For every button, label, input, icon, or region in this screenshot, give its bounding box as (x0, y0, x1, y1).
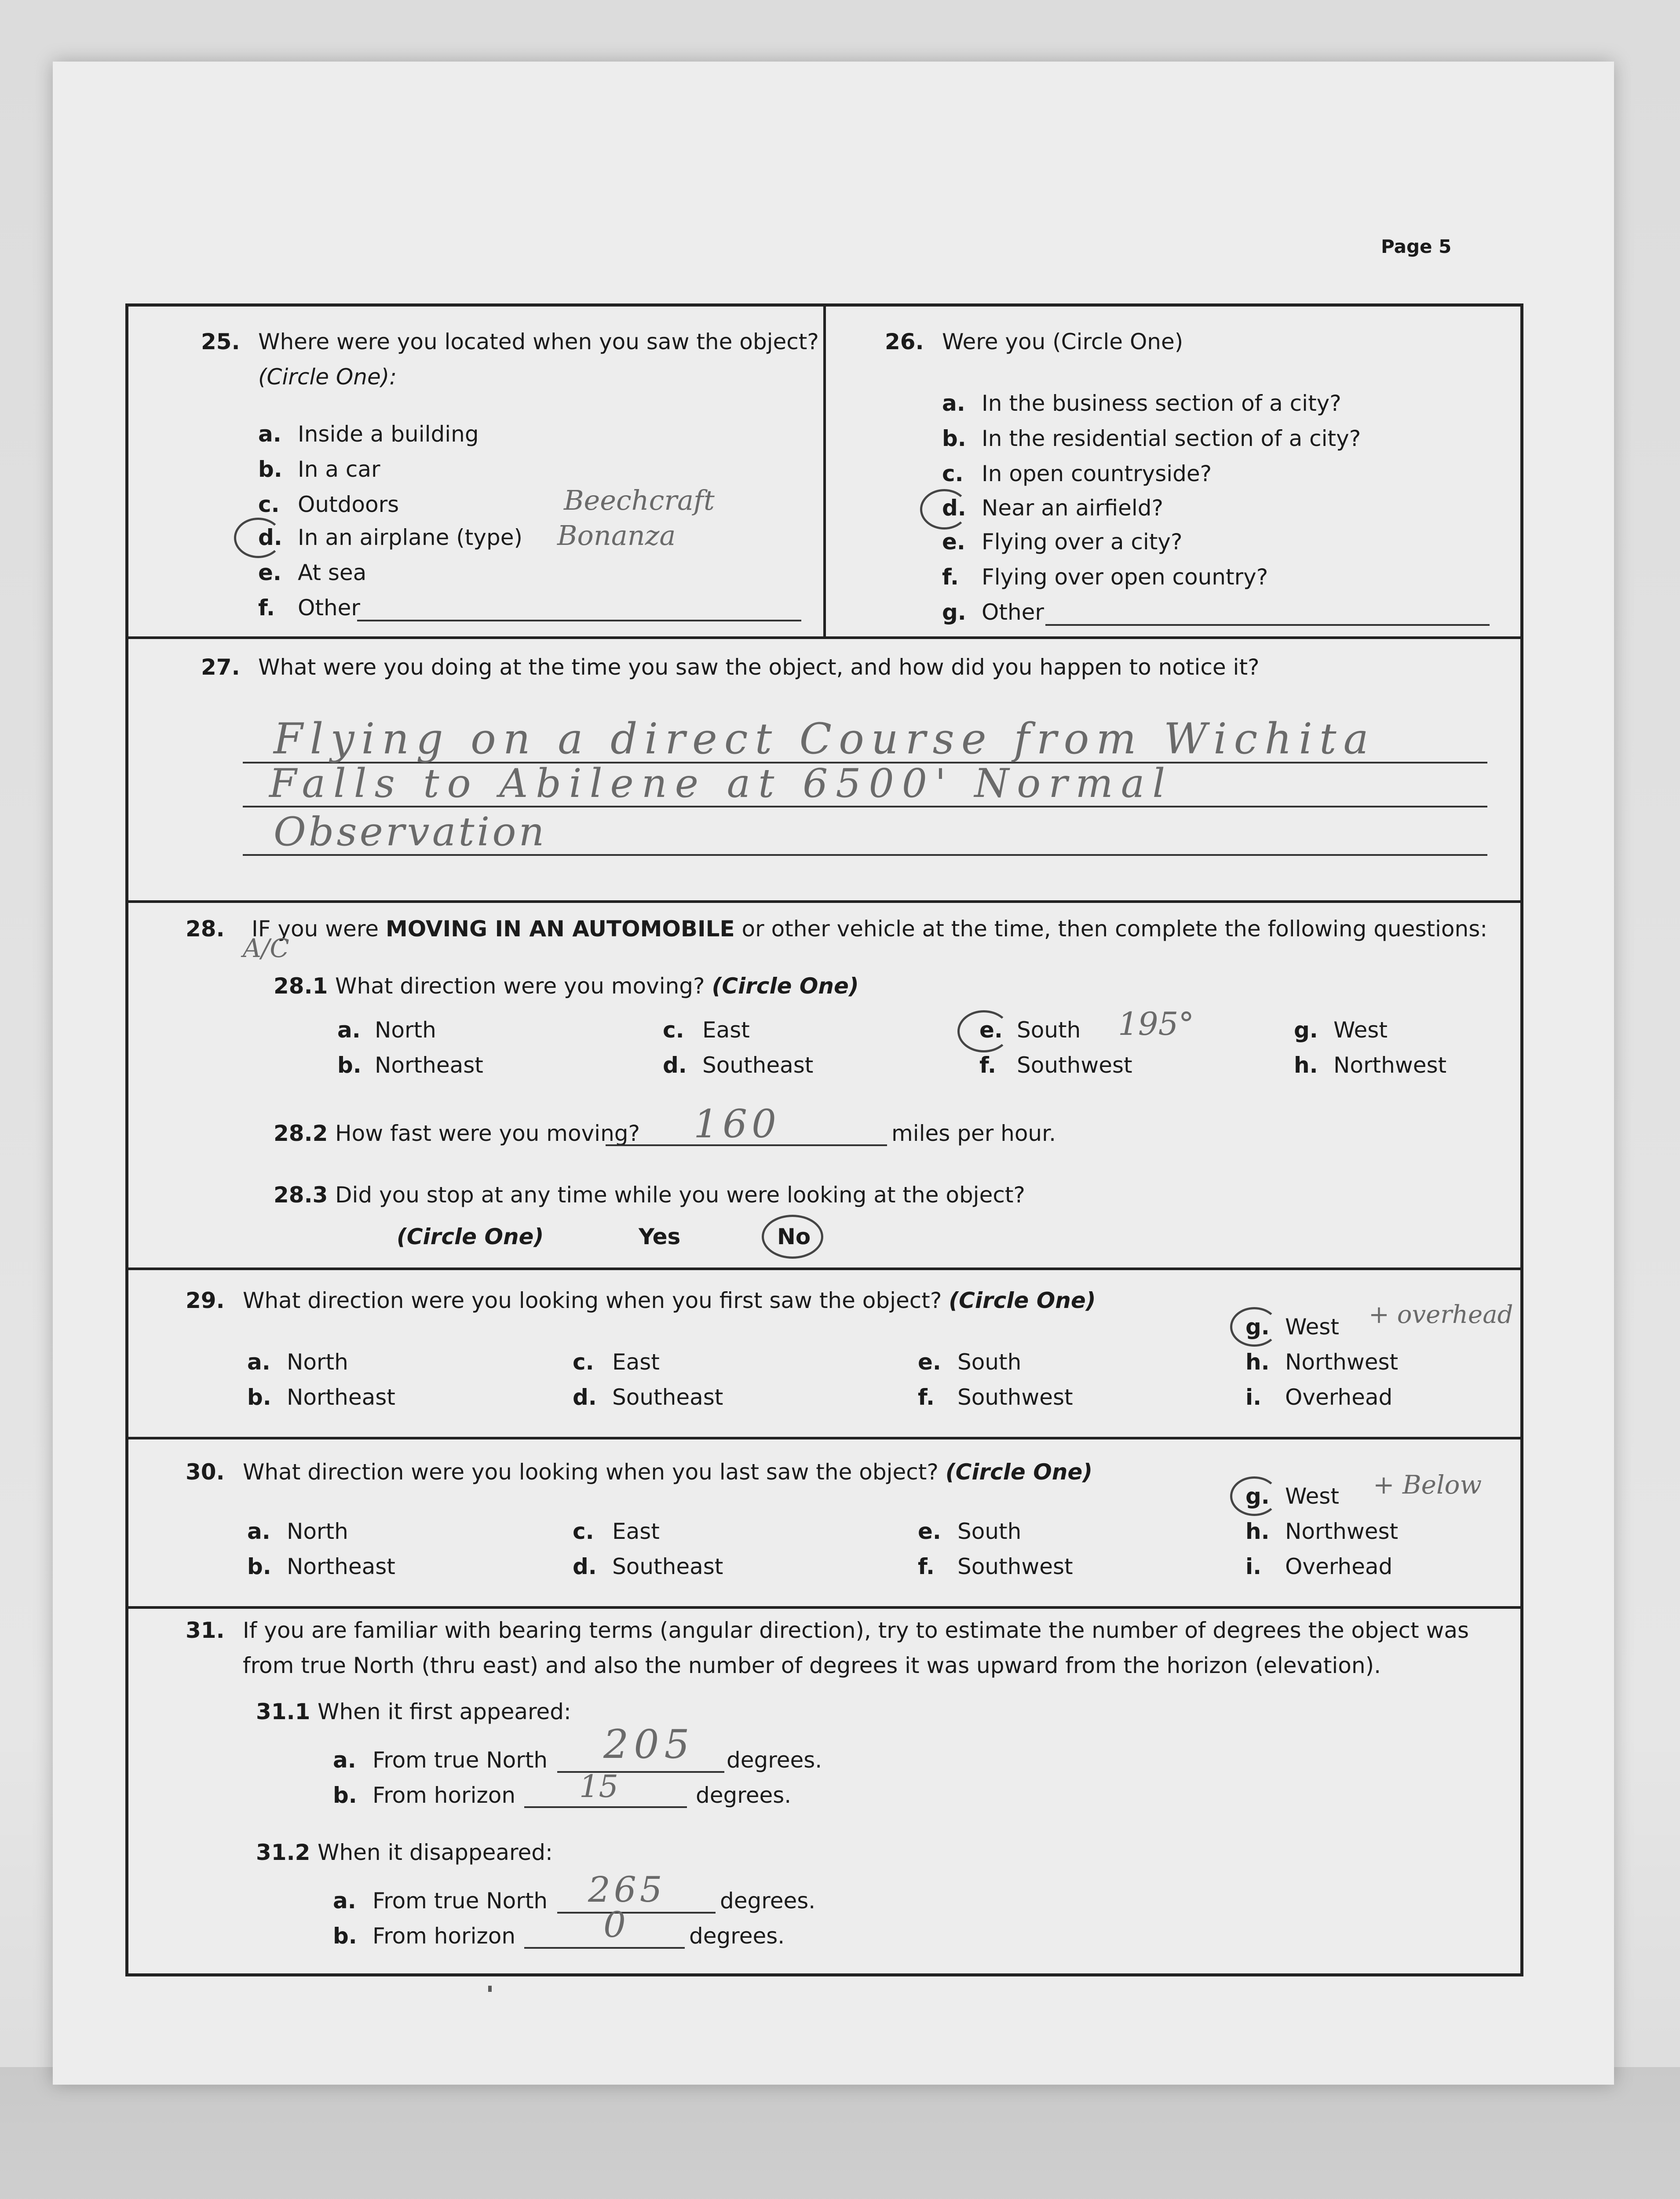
q29-a-letter: a. (247, 1349, 270, 1375)
q30-g: West (1285, 1483, 1339, 1509)
q31-number: 31. (186, 1618, 225, 1643)
divider-31 (128, 1606, 1520, 1609)
q29-d: Southeast (612, 1384, 723, 1410)
q29-h-letter: h. (1245, 1349, 1270, 1375)
q31-2-text: When it disappeared: (318, 1840, 553, 1865)
q30-c-letter: c. (573, 1519, 594, 1544)
q28-question-post: or other vehicle at the time, then complete the following questions: (741, 916, 1488, 942)
q27-handwritten-answer-2: Falls to Abilene at 6500' Normal (269, 760, 1173, 807)
q31-2-horizon-degrees: degrees. (689, 1923, 785, 1949)
q28-dir-g-letter: g. (1294, 1017, 1318, 1043)
q26-option-a: In the business section of a city? (982, 391, 1341, 416)
q26-question: Were you (Circle One) (942, 329, 1183, 354)
q26-other-blank (1045, 624, 1490, 626)
q27-handwritten-answer-3: Observation (274, 809, 547, 855)
q29-c: East (612, 1349, 660, 1375)
q29-e: South (957, 1349, 1022, 1375)
q31-1-horizon-degrees: degrees. (696, 1783, 792, 1808)
q31-1-horizon-answer: 15 (579, 1768, 619, 1804)
q31-2-north-label: From true North (373, 1888, 548, 1914)
q25-instruction: (Circle One): (258, 364, 397, 390)
q31-2-north-answer: 265 (588, 1869, 666, 1910)
q30-g-letter: g. (1245, 1483, 1270, 1509)
q25-option-d: In an airplane (type) (298, 525, 522, 550)
q30-e: South (957, 1519, 1022, 1544)
q30-c: East (612, 1519, 660, 1544)
q28-dir-a: North (375, 1017, 436, 1043)
q29-number: 29. (186, 1288, 225, 1313)
q26-option-d: Near an airfield? (982, 495, 1163, 521)
q27-question: What were you doing at the time you saw the object, and how did you happen to notice it? (258, 654, 1260, 680)
q28-speed-answer: 160 (694, 1101, 781, 1147)
q30-instruction: (Circle One) (945, 1459, 1093, 1485)
q31-2-a-letter: a. (333, 1888, 356, 1914)
q31-1-horizon-blank (524, 1806, 687, 1808)
q25-other-blank (357, 620, 801, 621)
q28-1-number: 28.1 (274, 973, 328, 999)
q30-handwritten: + Below (1373, 1470, 1482, 1500)
q25-option-a: Inside a building (298, 421, 479, 447)
q28-dir-e: South (1017, 1017, 1081, 1043)
q31-2-north-blank (557, 1912, 716, 1914)
scan-speck (488, 1986, 492, 1992)
q25-option-f: Other (298, 595, 360, 621)
q28-dir-f: Southwest (1017, 1052, 1132, 1078)
scan-lower-area (0, 2067, 1680, 2199)
q30-i: Overhead (1285, 1554, 1393, 1579)
q28-question-pre: IF you were (252, 916, 379, 942)
q28-dir-g: West (1333, 1017, 1388, 1043)
q27-number: 27. (201, 654, 240, 680)
q28-dir-e-letter: e. (979, 1017, 1003, 1043)
q31-1-a-letter: a. (333, 1747, 356, 1773)
q25-option-e-letter: e. (258, 560, 281, 585)
q30-h: Northwest (1285, 1519, 1399, 1544)
q29-e-letter: e. (918, 1349, 941, 1375)
q28-heading-handwritten: 195° (1118, 1005, 1194, 1042)
q29-b: Northeast (287, 1384, 395, 1410)
q30-f-letter: f. (918, 1554, 935, 1579)
q31-question-line-1: If you are familiar with bearing terms (angular direction), try to estimate the number of degrees the object was (243, 1618, 1469, 1643)
q28-dir-d-letter: d. (663, 1052, 687, 1078)
q28-dir-b: Northeast (375, 1052, 483, 1078)
q29-i: Overhead (1285, 1384, 1393, 1410)
q30-text: What direction were you looking when you last saw the object? (243, 1459, 939, 1485)
page-number: Page 5 (1381, 236, 1452, 257)
q31-2-b-letter: b. (333, 1923, 357, 1949)
q28-question (252, 918, 1487, 940)
q28-dir-c-letter: c. (663, 1017, 684, 1043)
q31-1-north-label: From true North (373, 1747, 548, 1773)
q25-option-d-letter: d. (258, 525, 282, 550)
q29-question (243, 1289, 1096, 1311)
q30-b-letter: b. (247, 1554, 271, 1579)
q26-option-b: In the residential section of a city? (982, 426, 1361, 451)
q25-option-e: At sea (298, 560, 367, 585)
q29-g: West (1285, 1314, 1339, 1340)
q26-option-c-letter: c. (942, 461, 964, 486)
q25-option-c-letter: c. (258, 492, 280, 517)
q31-1-horizon-label: From horizon (373, 1783, 516, 1808)
q29-g-letter: g. (1245, 1314, 1270, 1340)
q25-number: 25. (201, 329, 240, 354)
q30-h-letter: h. (1245, 1519, 1270, 1544)
divider-28 (128, 900, 1520, 903)
q28-dir-d: Southeast (702, 1052, 814, 1078)
q26-option-d-letter: d. (942, 495, 966, 521)
q28-dir-h: Northwest (1333, 1052, 1447, 1078)
q28-handwritten-note: A/C (243, 933, 289, 963)
q28-2-number: 28.2 (274, 1121, 328, 1146)
q31-2-horizon-answer: 0 (603, 1904, 626, 1945)
q31-2-number: 31.2 (256, 1840, 310, 1865)
q26-option-g-letter: g. (942, 599, 966, 625)
q26-option-f-letter: f. (942, 564, 959, 590)
q26-option-e: Flying over a city? (982, 529, 1183, 555)
q29-f: Southwest (957, 1384, 1073, 1410)
q30-b: Northeast (287, 1554, 395, 1579)
q28-question-caps: MOVING IN AN AUTOMOBILE (385, 916, 735, 942)
q25-option-b: In a car (298, 457, 380, 482)
q30-f: Southwest (957, 1554, 1073, 1579)
q25-option-a-letter: a. (258, 421, 281, 447)
q27-handwritten-answer-1: Flying on a direct Course from Wichita (274, 714, 1376, 763)
q31-2-north-degrees: degrees. (720, 1888, 816, 1914)
q31-1-north-degrees: degrees. (727, 1747, 822, 1773)
divider-29 (128, 1268, 1520, 1270)
q28-1-text: What direction were you moving? (335, 973, 705, 999)
q29-h: Northwest (1285, 1349, 1399, 1375)
q29-b-letter: b. (247, 1384, 271, 1410)
q30-d-letter: d. (573, 1554, 597, 1579)
q28-3-no: No (777, 1224, 811, 1249)
q25-handwritten-type-2: Bonanza (557, 519, 676, 552)
q31-1-number: 31.1 (256, 1699, 310, 1724)
q31-2-horizon-blank (524, 1947, 685, 1949)
q28-1-question (335, 975, 859, 997)
q30-a-letter: a. (247, 1519, 270, 1544)
q25-option-b-letter: b. (258, 457, 282, 482)
q31-1-b-letter: b. (333, 1783, 357, 1808)
q28-3-question: Did you stop at any time while you were looking at the object? (335, 1182, 1025, 1208)
q28-dir-h-letter: h. (1294, 1052, 1318, 1078)
q26-option-c: In open countryside? (982, 461, 1212, 486)
q28-dir-f-letter: f. (979, 1052, 997, 1078)
q29-d-letter: d. (573, 1384, 597, 1410)
q25-question: Where were you located when you saw the object? (258, 329, 819, 354)
q31-question-line-2: from true North (thru east) and also the number of degrees it was upward from the horizon (elevation). (243, 1653, 1381, 1678)
q28-2-question: How fast were you moving? (335, 1121, 640, 1146)
q31-1-text: When it first appeared: (318, 1699, 571, 1724)
q25-handwritten-type-1: Beechcraft (564, 484, 715, 516)
q26-option-g: Other (982, 599, 1044, 625)
q28-3-yes: Yes (639, 1224, 681, 1249)
divider-25-26 (823, 307, 826, 636)
divider-27 (128, 636, 1520, 639)
q29-a: North (287, 1349, 348, 1375)
q28-3-number: 28.3 (274, 1182, 328, 1208)
q31-2-horizon-label: From horizon (373, 1923, 516, 1949)
q30-i-letter: i. (1245, 1554, 1262, 1579)
q31-1-north-answer: 205 (603, 1721, 695, 1768)
divider-30 (128, 1437, 1520, 1439)
q26-number: 26. (885, 329, 924, 354)
q25-option-f-letter: f. (258, 595, 275, 621)
q29-instruction: (Circle One) (949, 1288, 1096, 1313)
q28-3-instruction: (Circle One) (397, 1224, 544, 1249)
q29-i-letter: i. (1245, 1384, 1262, 1410)
q29-c-letter: c. (573, 1349, 594, 1375)
q29-f-letter: f. (918, 1384, 935, 1410)
q28-1-instruction: (Circle One) (712, 973, 859, 999)
q30-question (243, 1461, 1092, 1483)
q28-speed-unit: miles per hour. (891, 1121, 1056, 1146)
q28-number: 28. (186, 916, 225, 942)
q25-option-c: Outdoors (298, 492, 399, 517)
q26-option-b-letter: b. (942, 426, 966, 451)
q26-option-f: Flying over open country? (982, 564, 1268, 590)
q28-dir-c: East (702, 1017, 750, 1043)
q26-option-e-letter: e. (942, 529, 965, 555)
q29-handwritten: + overhead (1369, 1300, 1513, 1329)
q28-dir-b-letter: b. (337, 1052, 362, 1078)
q30-a: North (287, 1519, 348, 1544)
q30-number: 30. (186, 1459, 225, 1485)
q26-option-a-letter: a. (942, 391, 965, 416)
q30-e-letter: e. (918, 1519, 941, 1544)
questionnaire-form (125, 303, 1523, 1976)
q30-d: Southeast (612, 1554, 723, 1579)
q28-dir-a-letter: a. (337, 1017, 361, 1043)
q29-text: What direction were you looking when you first saw the object? (243, 1288, 942, 1313)
